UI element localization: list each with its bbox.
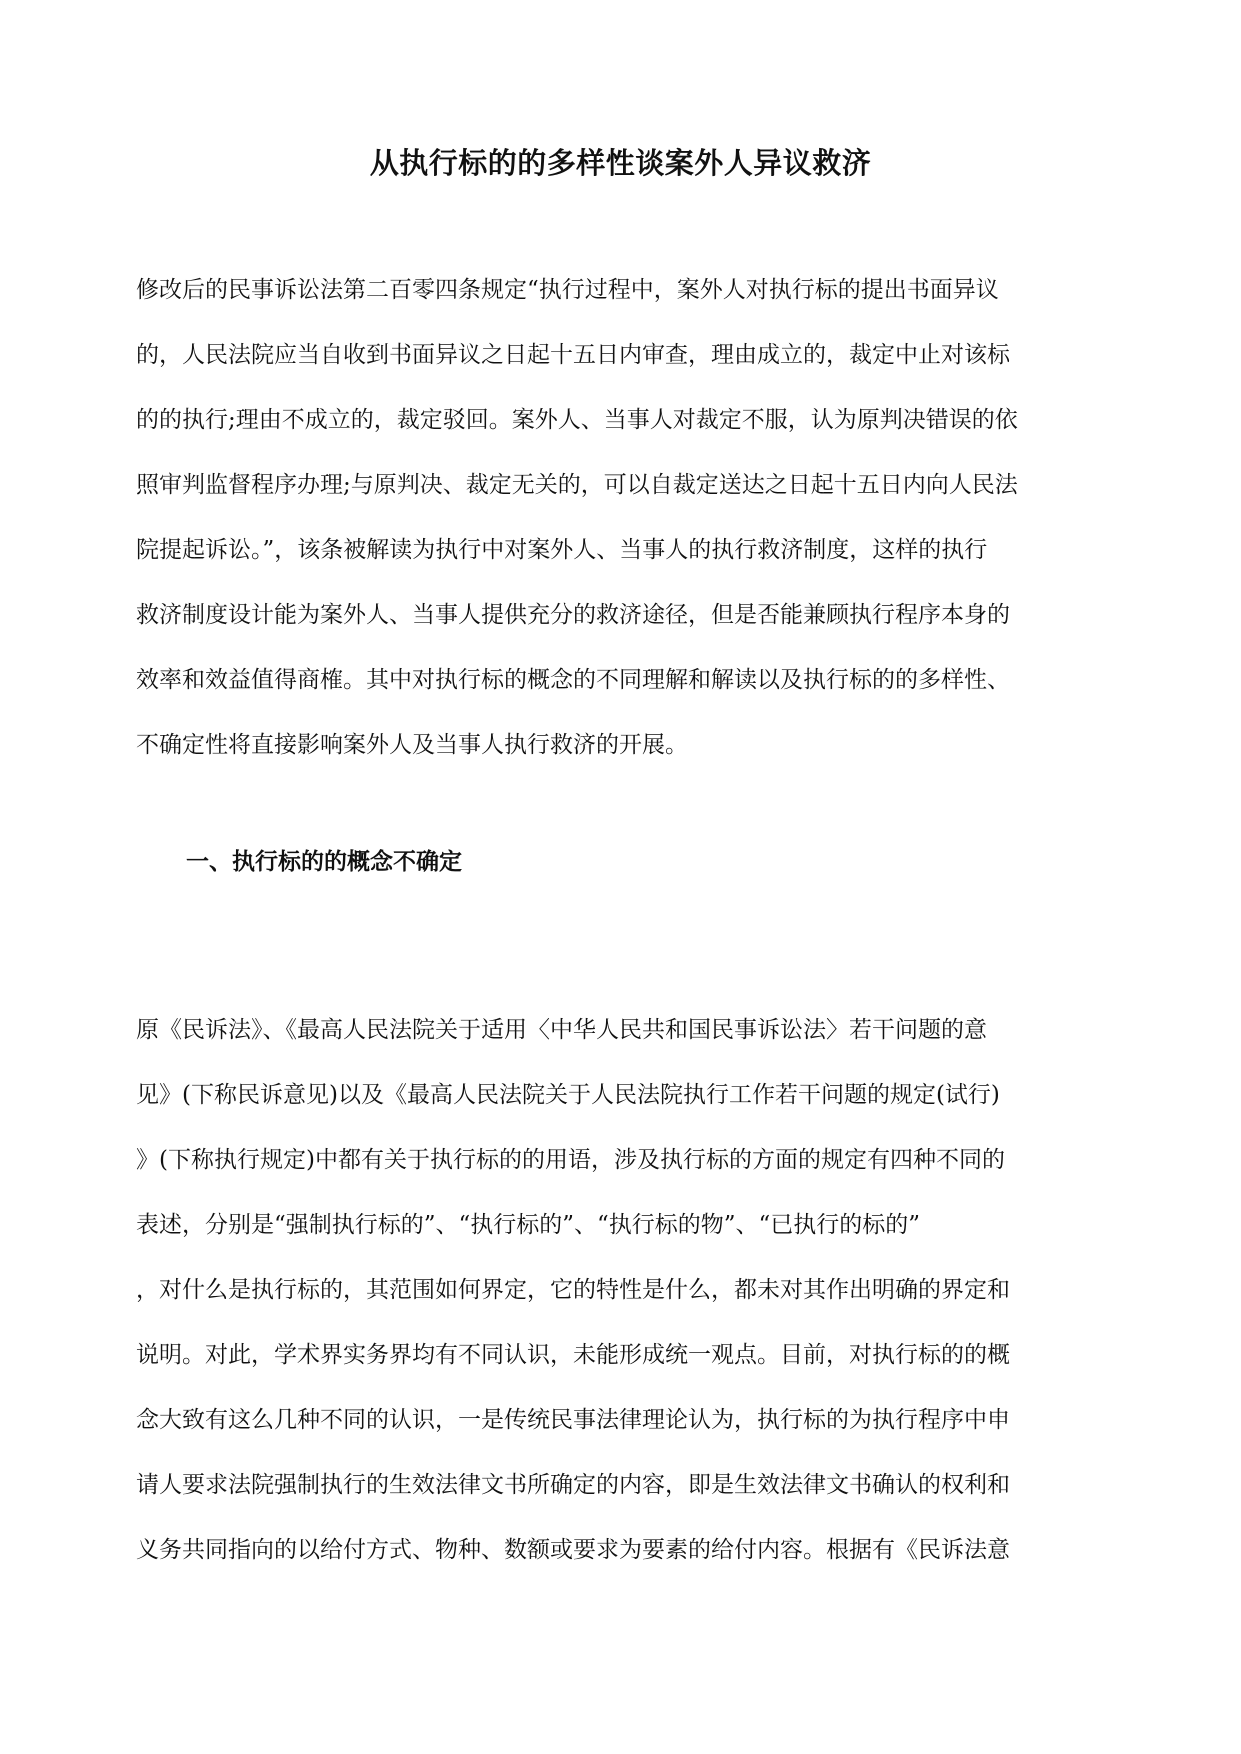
paragraph-intro bbox=[136, 258, 1102, 778]
text-line: 见》(下称民诉意见)以及《最高人民法院关于人民法院执行工作若干问题的规定(试行) bbox=[136, 1082, 1000, 1108]
text-line: 原《民诉法》、《最高人民法院关于适用〈中华人民共和国民事诉讼法〉若干问题的意 bbox=[136, 1017, 987, 1043]
text-line: 的，人民法院应当自收到书面异议之日起十五日内审查，理由成立的，裁定中止对该标 bbox=[136, 342, 1010, 368]
text-line: 的的执行;理由不成立的，裁定驳回。案外人、当事人对裁定不服，认为原判决错误的依 bbox=[136, 407, 1018, 433]
text-line: 照审判监督程序办理;与原判决、裁定无关的，可以自裁定送达之日起十五日内向人民法 bbox=[136, 472, 1018, 498]
text-line: 念大致有这么几种不同的认识，一是传统民事法律理论认为，执行标的为执行程序中申 bbox=[136, 1407, 1010, 1433]
document-title: 从执行标的的多样性谈案外人异议救济 bbox=[369, 146, 872, 180]
section-heading: 一、执行标的的概念不确定 bbox=[186, 848, 462, 875]
text-line: 请人要求法院强制执行的生效法律文书所确定的内容，即是生效法律文书确认的权利和 bbox=[136, 1472, 1010, 1498]
text-line: 》(下称执行规定)中都有关于执行标的的用语，涉及执行标的方面的规定有四种不同的 bbox=[136, 1147, 1005, 1173]
text-line: 义务共同指向的以给付方式、物种、数额或要求为要素的给付内容。根据有《民诉法意 bbox=[136, 1537, 1010, 1563]
text-line: 说明。对此，学术界实务界均有不同认识，未能形成统一观点。目前，对执行标的的概 bbox=[136, 1342, 1010, 1368]
text-line: 表述，分别是“强制执行标的”、“执行标的”、“执行标的物”、“已执行的标的” bbox=[136, 1212, 921, 1238]
text-line: 不确定性将直接影响案外人及当事人执行救济的开展。 bbox=[136, 732, 688, 758]
text-line: ，对什么是执行标的，其范围如何界定，它的特性是什么，都未对其作出明确的界定和 bbox=[136, 1277, 1010, 1303]
paragraph-section1 bbox=[136, 998, 1102, 1583]
text-line: 修改后的民事诉讼法第二百零四条规定“执行过程中，案外人对执行标的提出书面异议 bbox=[136, 277, 999, 303]
text-line: 效率和效益值得商榷。其中对执行标的概念的不同理解和解读以及执行标的的多样性、 bbox=[136, 667, 1010, 693]
text-line: 救济制度设计能为案外人、当事人提供充分的救济途径，但是否能兼顾执行程序本身的 bbox=[136, 602, 1010, 628]
text-line: 院提起诉讼。”，该条被解读为执行中对案外人、当事人的执行救济制度，这样的执行 bbox=[136, 537, 988, 563]
